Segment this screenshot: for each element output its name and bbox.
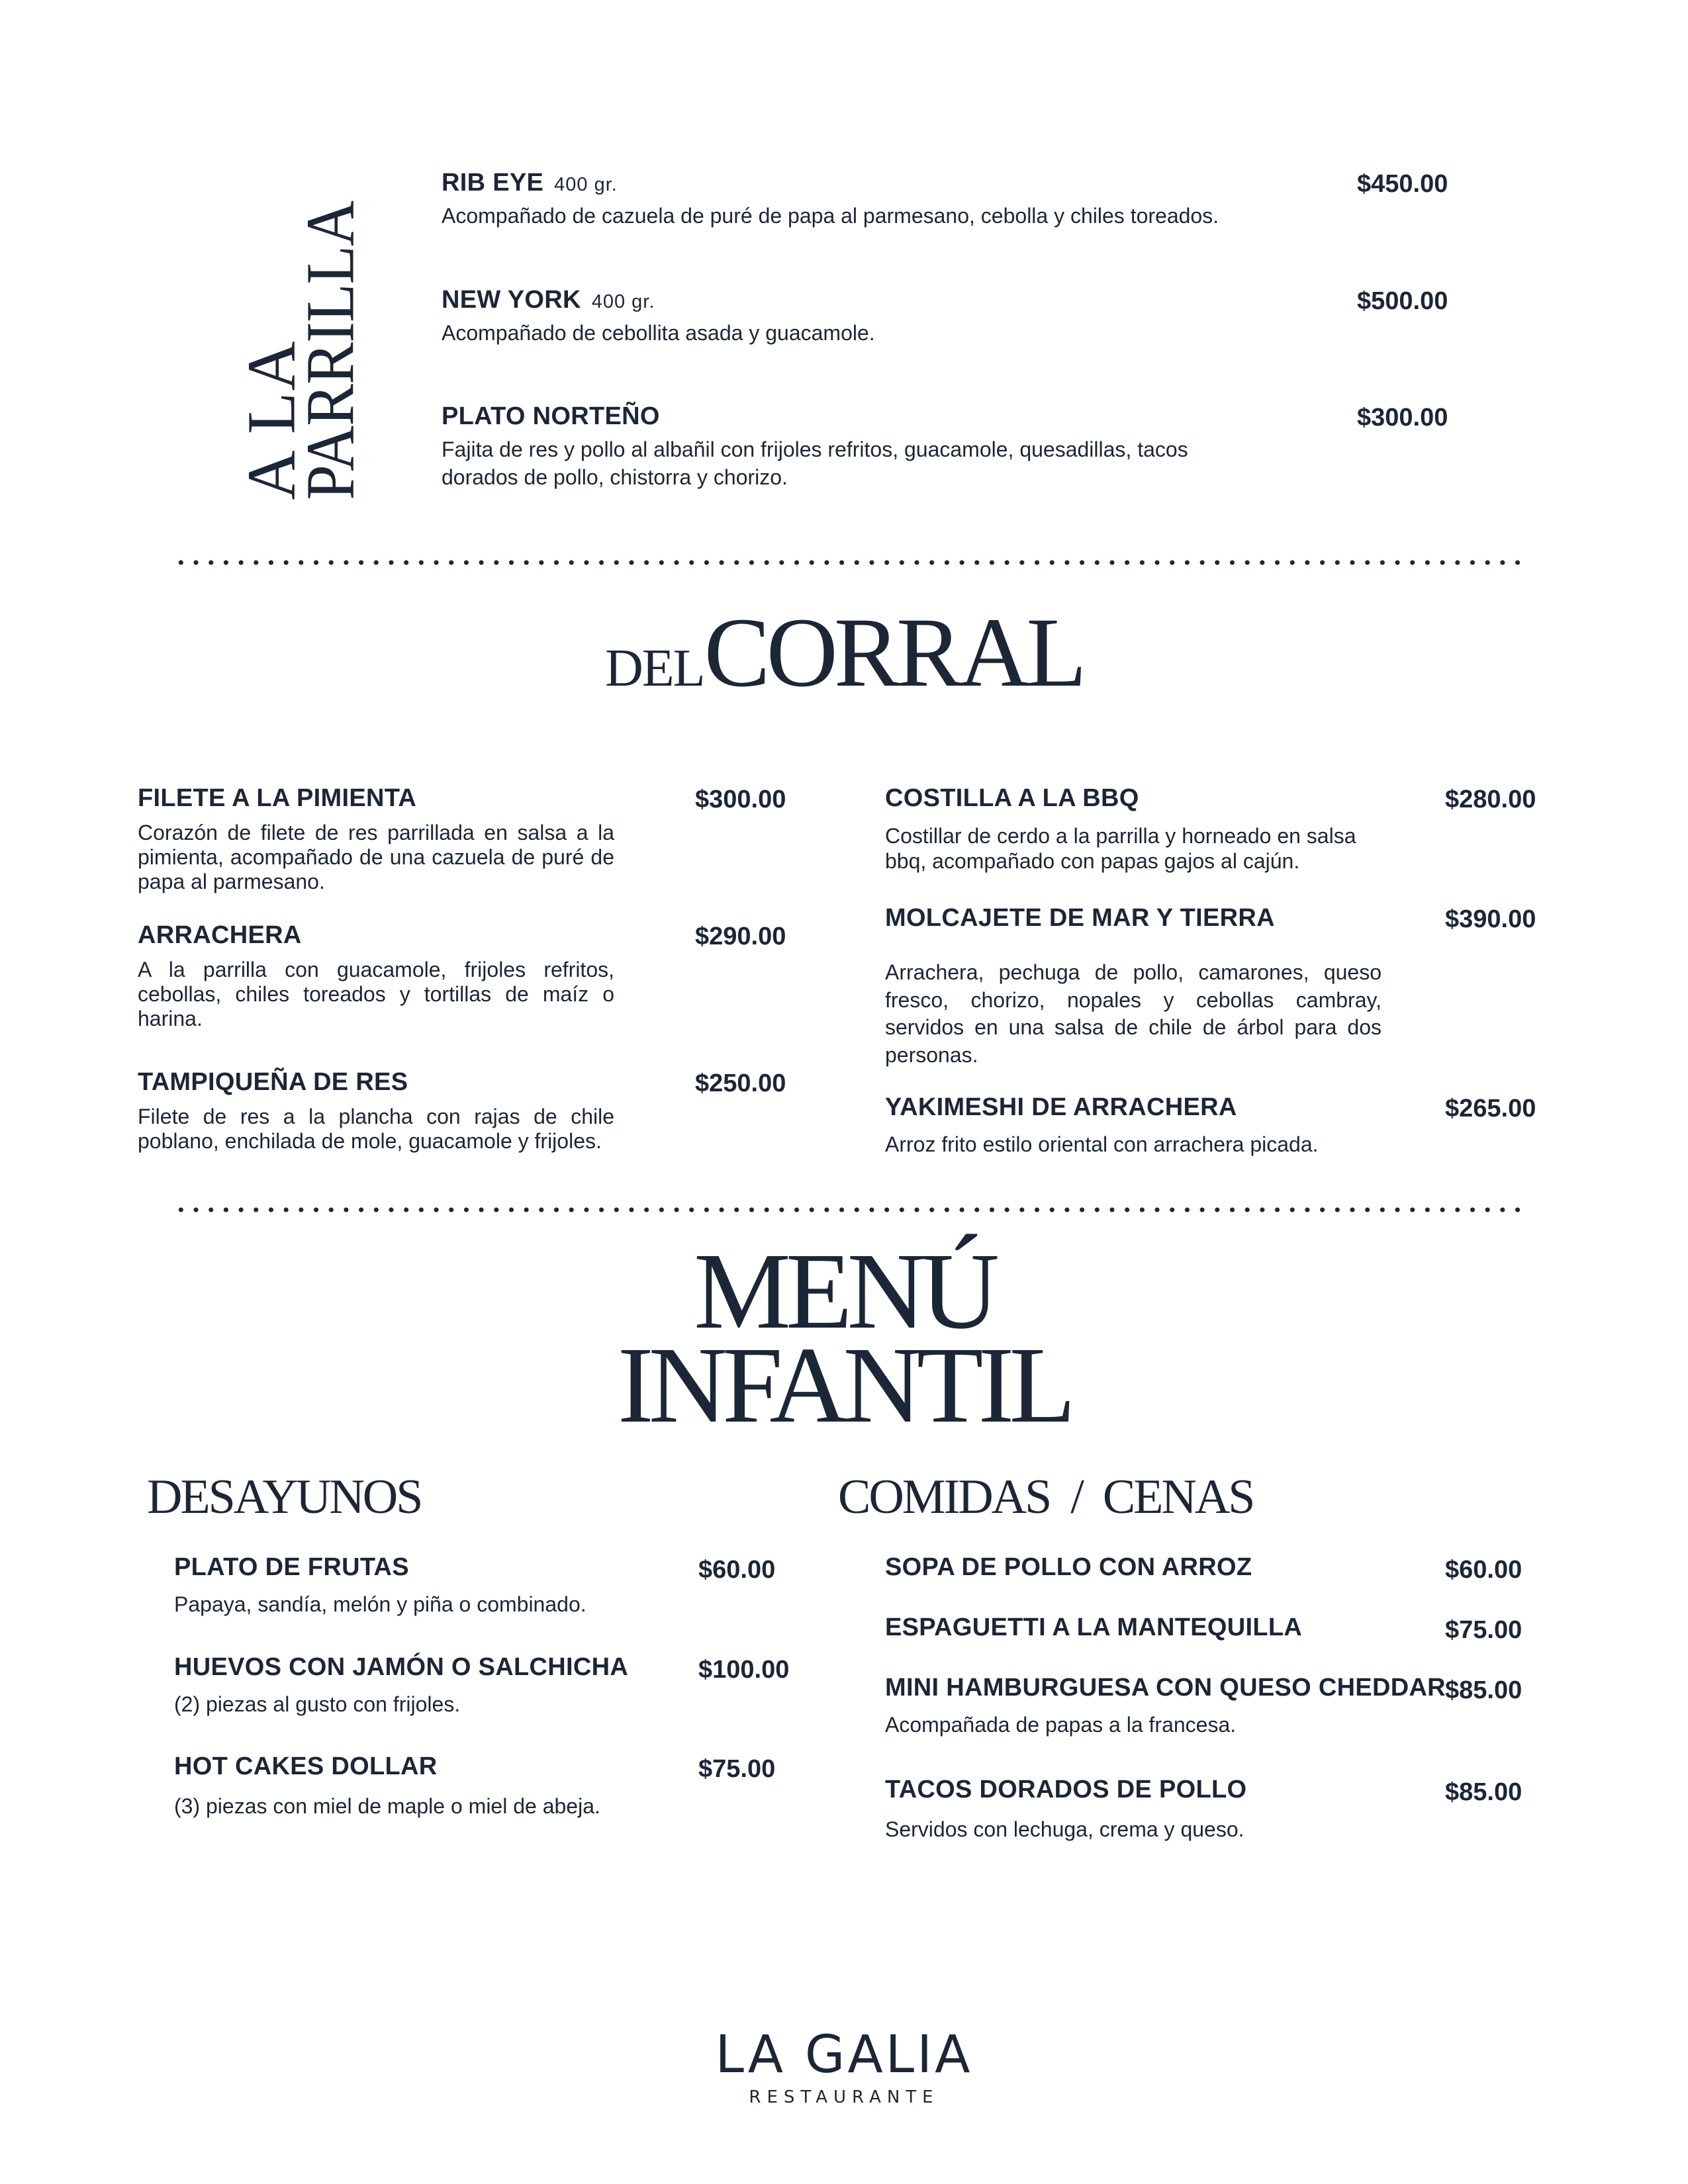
- item-name: NEW YORK: [442, 286, 581, 314]
- item-name: COSTILLA A LA BBQ: [885, 784, 1139, 812]
- corral-title-small: DEL: [605, 639, 704, 698]
- infantil-title-line2: INFANTIL: [617, 1324, 1071, 1445]
- menu-item-plato-frutas: [174, 1553, 586, 1619]
- item-price: $450.00: [1357, 170, 1448, 198]
- item-name: PLATO DE FRUTAS: [174, 1553, 409, 1581]
- brand-name: LA GALIA: [715, 2025, 973, 2085]
- item-name: ARRACHERA: [138, 921, 302, 949]
- menu-item-yakimeshi: [885, 1093, 1382, 1159]
- item-price: $100.00: [698, 1656, 790, 1684]
- item-price: $300.00: [1357, 404, 1448, 432]
- item-name: RIB EYE: [442, 169, 544, 197]
- item-price: $265.00: [1445, 1095, 1536, 1122]
- comidas-cenas-title: COMIDAS / CENAS: [838, 1470, 1254, 1524]
- item-description: (2) piezas al gusto con frijoles.: [174, 1692, 461, 1716]
- item-price: $290.00: [695, 923, 786, 950]
- item-price: $75.00: [698, 1755, 776, 1783]
- item-name: TACOS DORADOS DE POLLO: [885, 1776, 1247, 1803]
- item-weight: 400 gr.: [591, 291, 655, 312]
- item-description: Acompañado de cazuela de puré de papa al parmesano, cebolla y chiles toreados.: [442, 204, 1219, 228]
- menu-item-tampiquena: [138, 1068, 614, 1154]
- item-price: $500.00: [1357, 287, 1448, 315]
- item-description: Arroz frito estilo oriental con arrachera picada.: [885, 1132, 1319, 1156]
- item-description-line2: dorados de pollo, chistorra y chorizo.: [442, 465, 788, 489]
- item-description: (3) piezas con miel de maple o miel de abeja.: [174, 1794, 600, 1818]
- item-weight: 400 gr.: [554, 174, 618, 195]
- item-description: Servidos con lechuga, crema y queso.: [885, 1817, 1244, 1841]
- corral-section-title: [0, 596, 1688, 709]
- parrilla-title-line1: A LA: [233, 340, 310, 500]
- item-price: $85.00: [1445, 1778, 1523, 1806]
- menu-item-molcajete: [885, 904, 1382, 1069]
- menu-item-mini-hamburguesa: [885, 1674, 1446, 1739]
- item-name: SOPA DE POLLO CON ARROZ: [885, 1553, 1252, 1581]
- item-name: HUEVOS CON JAMÓN O SALCHICHA: [174, 1653, 629, 1681]
- infantil-section-title: [0, 1230, 1688, 1445]
- menu-item-huevos: [174, 1653, 628, 1719]
- item-description-line1: Fajita de res y pollo al albañil con frijoles refritos, guacamole, quesadillas, tacos: [442, 437, 1188, 461]
- parrilla-section-title: [225, 165, 377, 510]
- menu-item-plato-norteno: [442, 402, 1188, 491]
- item-description: Arrachera, pechuga de pollo, camarones, queso fresco, chorizo, nopales y cebollas cambray, servidos en una salsa de chile de árbol para dos personas.: [885, 960, 1382, 1067]
- item-name: MINI HAMBURGUESA CON QUESO CHEDDAR: [885, 1674, 1446, 1702]
- corral-title-large: CORRAL: [704, 598, 1083, 707]
- item-price: $390.00: [1445, 905, 1536, 933]
- menu-item-espaguetti: [885, 1614, 1302, 1642]
- item-description: Acompañada de papas a la francesa.: [885, 1713, 1237, 1737]
- item-price: $300.00: [695, 786, 786, 813]
- item-price: $60.00: [698, 1556, 776, 1584]
- dotted-divider: [173, 1206, 1524, 1213]
- item-name: YAKIMESHI DE ARRACHERA: [885, 1093, 1237, 1121]
- menu-item-hot-cakes: [174, 1752, 600, 1821]
- desayunos-title: DESAYUNOS: [147, 1470, 422, 1524]
- item-name: PLATO NORTEÑO: [442, 402, 660, 430]
- item-description: A la parrilla con guacamole, frijoles refritos, cebollas, chiles toreados y tortillas de maíz o harina.: [138, 958, 614, 1031]
- item-name: TAMPIQUEÑA DE RES: [138, 1068, 408, 1096]
- brand-tagline: RESTAURANTE: [749, 2087, 939, 2107]
- item-price: $250.00: [695, 1069, 786, 1097]
- infantil-title-line1: MENÚ: [694, 1230, 994, 1351]
- menu-item-arrachera: [138, 921, 614, 1031]
- item-name: ESPAGUETTI A LA MANTEQUILLA: [885, 1614, 1303, 1641]
- dotted-divider: [173, 559, 1524, 566]
- item-name: MOLCAJETE DE MAR Y TIERRA: [885, 904, 1275, 932]
- item-description: Filete de res a la plancha con rajas de chile poblano, enchilada de mole, guacamole y frijoles.: [138, 1105, 614, 1154]
- parrilla-title-line2: PARRILLA: [293, 201, 369, 500]
- menu-item-costilla-bbq: [885, 784, 1382, 874]
- item-price: $75.00: [1445, 1616, 1523, 1644]
- item-description: Costillar de cerdo a la parrilla y horneado en salsa bbq, acompañado con papas gajos al cajún.: [885, 824, 1356, 874]
- menu-item-tacos-dorados: [885, 1776, 1246, 1844]
- menu-item-new-york: [442, 286, 875, 347]
- item-description: Acompañado de cebollita asada y guacamole.: [442, 321, 875, 345]
- item-price: $85.00: [1445, 1676, 1523, 1704]
- menu-item-filete-pimienta: [138, 784, 614, 894]
- item-description: Papaya, sandía, melón y piña o combinado.: [174, 1592, 586, 1616]
- menu-item-sopa-pollo: [885, 1553, 1252, 1582]
- menu-item-rib-eye: [442, 169, 1219, 230]
- item-name: FILETE A LA PIMIENTA: [138, 784, 417, 812]
- item-price: $60.00: [1445, 1556, 1523, 1584]
- item-name: HOT CAKES DOLLAR: [174, 1752, 438, 1780]
- restaurant-logo: [0, 2025, 1688, 2107]
- item-price: $280.00: [1445, 786, 1536, 813]
- item-description: Corazón de filete de res parrillada en salsa a la pimienta, acompañado de una cazuela de puré de papa al parmesano.: [138, 821, 614, 894]
